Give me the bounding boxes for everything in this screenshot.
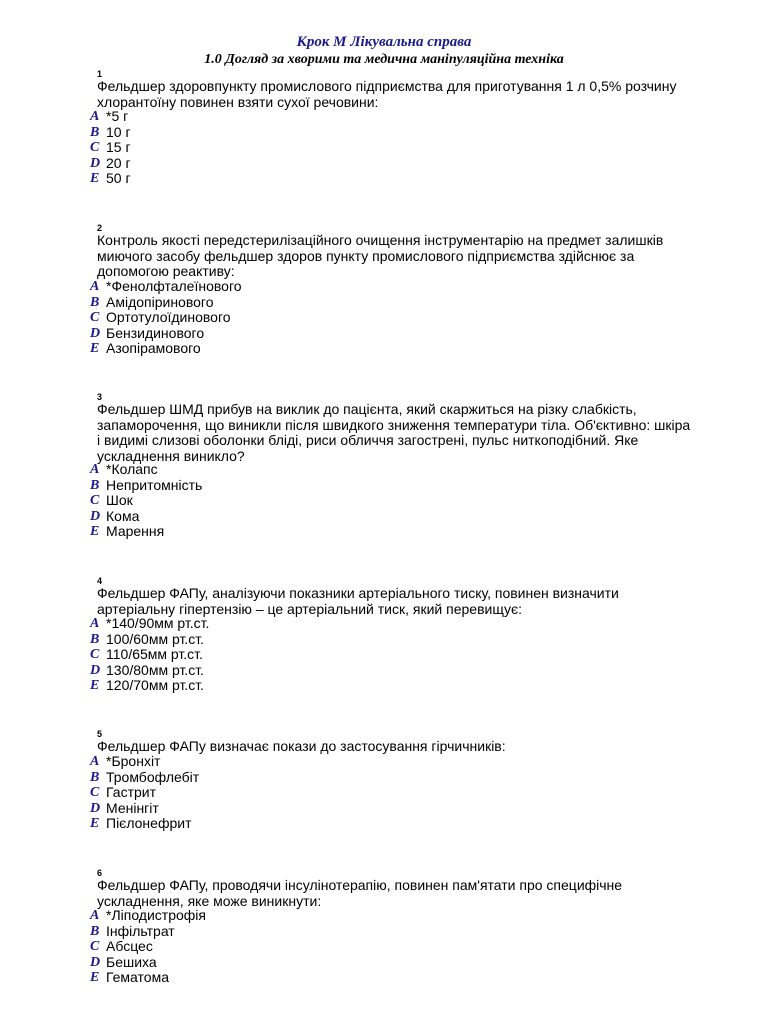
option-letter: D (90, 325, 101, 341)
option-letter: E (90, 970, 100, 985)
question-number: 3 (97, 392, 103, 402)
option-text: Ортотулоїдинового (106, 309, 231, 325)
option-text: Марення (106, 523, 165, 539)
option-text: *Колапс (106, 461, 158, 477)
option-letter: A (90, 279, 100, 294)
question-text: Фельдшер ШМД прибув на виклик до пацієнта, який скаржиться на різку слабкість, запаморочення, що виникли після швидкого зниження температури тіла. Об'єктивно: шкіра і видимі слизові оболонки бліді, риси обличчя загострені, пульс ниткоподібний. Яке ускладнення виникло? (97, 401, 691, 464)
option-letter: B (90, 477, 100, 493)
option-text: *140/90мм рт.ст. (106, 615, 210, 631)
option-letter: D (90, 155, 101, 171)
option-text: Гастрит (106, 784, 157, 800)
question-text: Фельдшер здоровпункту промислового підприємства для приготування 1 л 0,5% розчину хлорантоїну повинен взяти сухої речовини: (97, 78, 677, 110)
option-text: Амідопіринового (106, 293, 214, 310)
option-text: 10 г (106, 123, 131, 140)
option-text: 110/65мм рт.ст. (106, 646, 203, 662)
option-text: Бешиха (106, 953, 157, 970)
option-text: 130/80мм рт.ст. (106, 661, 204, 678)
option-text: Бензидинового (106, 324, 205, 341)
question-number: 2 (97, 223, 103, 233)
option-text: *Фенолфталеїнового (106, 278, 242, 294)
option-text: 120/70мм рт.ст. (106, 677, 204, 693)
option-letter: D (90, 508, 101, 524)
option-text: Інфільтрат (106, 922, 175, 939)
option-letter: C (90, 785, 100, 800)
option-text: 100/60мм рт.ст. (106, 630, 204, 647)
question-number: 6 (97, 868, 103, 878)
option-text: Шок (106, 492, 133, 508)
question-number: 4 (97, 576, 103, 586)
question-number: 1 (97, 69, 103, 79)
option-text: Пієлонефрит (106, 815, 192, 831)
option-text: Гематома (106, 969, 169, 985)
option-letter: D (90, 800, 101, 816)
option-letter: A (90, 616, 100, 631)
option-letter: E (90, 524, 100, 539)
option-letter: B (90, 631, 100, 647)
question-text: Фельдшер ФАПу, аналізуючи показники артеріального тиску, повинен визначити артеріальну гіпертензію – це артеріальний тиск, який перевищує: (97, 585, 619, 617)
option-letter: E (90, 171, 100, 186)
option-text: Азопірамового (106, 340, 201, 356)
option-text: Кома (106, 507, 140, 524)
option-letter: C (90, 647, 100, 662)
option-letter: A (90, 908, 100, 923)
option-text: 50 г (106, 170, 131, 186)
option-letter: B (90, 923, 100, 939)
option-letter: C (90, 310, 100, 325)
option-letter: B (90, 124, 100, 140)
option-text: *5 г (106, 108, 129, 124)
document-subtitle: 1.0 Догляд за хворими та медична маніпуляційна техніка (204, 52, 564, 67)
question-number: 5 (97, 729, 103, 739)
option-letter: A (90, 109, 100, 124)
option-text: Абсцес (106, 938, 153, 954)
option-letter: C (90, 939, 100, 954)
option-text: Тромбофлебіт (106, 768, 200, 785)
option-letter: A (90, 462, 100, 477)
option-letter: C (90, 140, 100, 155)
option-letter: A (90, 754, 100, 769)
option-letter: D (90, 954, 101, 970)
option-letter: B (90, 769, 100, 785)
option-letter: B (90, 294, 100, 310)
document-title: Крок М Лікувальна справа (296, 34, 472, 50)
option-text: Менінгіт (106, 799, 159, 816)
option-letter: E (90, 816, 100, 831)
option-text: 20 г (106, 154, 131, 171)
question-text: Фельдшер ФАПу визначає покази до застосування гірчичників: (97, 738, 506, 754)
option-text: 15 г (106, 139, 131, 155)
option-letter: E (90, 341, 100, 356)
option-letter: D (90, 662, 101, 678)
option-text: *Ліподистрофія (106, 907, 206, 923)
option-letter: C (90, 493, 100, 508)
question-text: Контроль якості передстерилізаційного очищення інструментарію на предмет залишків миючого засобу фельдшер здоров пункту промислового підприємства здійснює за допомогою реактиву: (97, 232, 664, 279)
question-text: Фельдшер ФАПу, проводячи інсулінотерапію, повинен пам'ятати про специфічне ускладнення, яке може виникнути: (97, 877, 623, 909)
option-text: *Бронхіт (106, 753, 161, 769)
option-letter: E (90, 678, 100, 693)
option-text: Непритомність (106, 476, 203, 493)
